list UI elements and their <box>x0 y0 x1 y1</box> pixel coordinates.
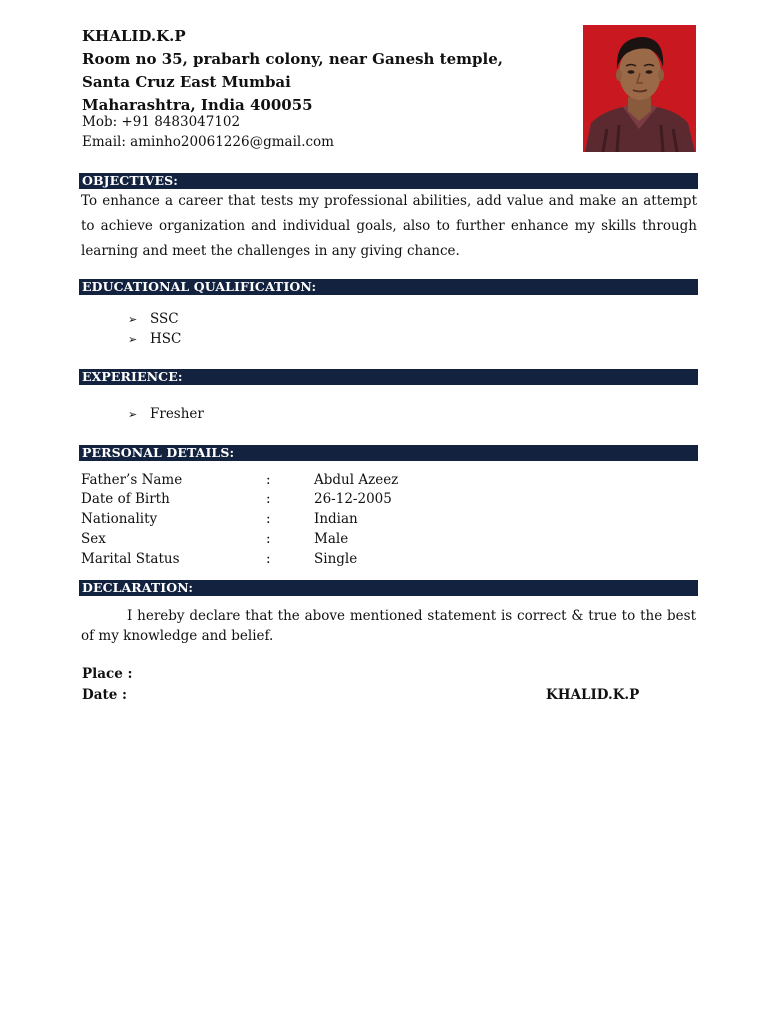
separator-colon: : <box>266 511 271 527</box>
separator-colon: : <box>266 491 271 507</box>
nationality-label: Nationality <box>81 511 158 527</box>
fathers-name-label: Father’s Name <box>81 472 183 488</box>
arrow-bullet-icon: ➢ <box>128 313 138 326</box>
dob-value: 26-12-2005 <box>314 491 392 507</box>
address-line-3: Maharashtra, India 400055 <box>82 96 313 114</box>
profile-photo <box>583 25 696 152</box>
signature-name: KHALID.K.P <box>546 687 640 703</box>
fathers-name-value: Abdul Azeez <box>314 472 399 488</box>
separator-colon: : <box>266 472 271 488</box>
dob-label: Date of Birth <box>81 491 170 507</box>
nationality-value: Indian <box>314 511 358 527</box>
personal-heading-bar <box>79 445 698 461</box>
education-heading-bar <box>79 279 698 295</box>
education-heading: EDUCATIONAL QUALIFICATION: <box>82 279 317 294</box>
marital-status-label: Marital Status <box>81 551 180 567</box>
separator-colon: : <box>266 551 271 567</box>
experience-item-fresher: Fresher <box>150 406 204 422</box>
marital-status-value: Single <box>314 551 358 567</box>
sex-value: Male <box>314 531 349 547</box>
resume-name: KHALID.K.P <box>82 27 186 45</box>
mobile-number: Mob: +91 8483047102 <box>82 114 241 130</box>
list-item <box>128 311 179 327</box>
declaration-heading: DECLARATION: <box>82 580 194 595</box>
declaration-heading-bar <box>79 580 698 596</box>
sex-label: Sex <box>81 531 106 547</box>
objectives-text: To enhance a career that tests my professional abilities, add value and make an attempt to achieve organization and individual goals, also to further enhance my skills through learning and meet the challenges in any giving chance. <box>81 193 697 259</box>
address-line-2: Santa Cruz East Mumbai <box>82 73 291 91</box>
address-line-1: Room no 35, prabarh colony, near Ganesh temple, <box>82 50 503 68</box>
education-item-ssc: SSC <box>150 311 179 327</box>
arrow-bullet-icon: ➢ <box>128 333 138 346</box>
separator-colon: : <box>266 531 271 547</box>
arrow-bullet-icon: ➢ <box>128 408 138 421</box>
list-item <box>128 406 204 422</box>
email-address: Email: aminho20061226@gmail.com <box>82 134 334 150</box>
experience-heading-bar <box>79 369 698 385</box>
date-label: Date : <box>82 687 127 703</box>
declaration-text: I hereby declare that the above mentioned statement is correct & true to the best of my knowledge and belief. <box>81 608 696 644</box>
education-item-hsc: HSC <box>150 331 182 347</box>
objectives-heading-bar <box>79 173 698 189</box>
objectives-heading: OBJECTIVES: <box>82 173 178 188</box>
experience-heading: EXPERIENCE: <box>82 369 183 384</box>
personal-heading: PERSONAL DETAILS: <box>82 445 235 460</box>
place-label: Place : <box>82 666 133 682</box>
list-item <box>128 331 181 347</box>
person-photo-icon <box>583 25 696 152</box>
